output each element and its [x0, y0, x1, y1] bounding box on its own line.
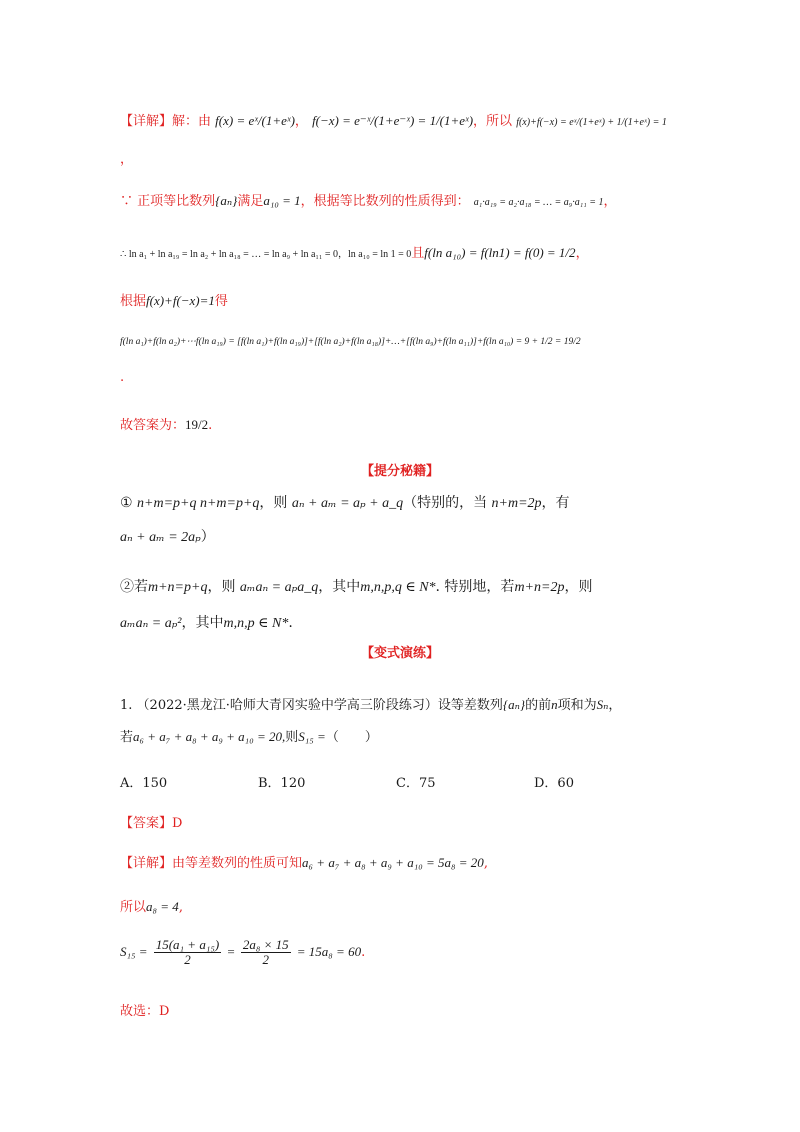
- line2-mid: 满足: [237, 194, 264, 209]
- tip2-end: .: [288, 615, 293, 631]
- tip1-result: aₙ + aₘ = aₚ + a_q: [291, 496, 404, 511]
- line4-equation: f(x)+f(−x)=1: [146, 293, 215, 308]
- sequence-symbol: {aₙ}: [215, 193, 238, 208]
- s15-frac2-num: 2a₈ × 15: [242, 937, 289, 952]
- s15-frac2-den: 2: [262, 952, 269, 967]
- question-source: （2022·黑龙江·哈师大青冈实验中学高三阶段练习）设等差数列: [136, 698, 503, 713]
- question-line-1: [120, 694, 621, 713]
- s15-frac-2: [241, 938, 291, 967]
- q2-pre: 若: [120, 730, 134, 745]
- line3-end: ，: [575, 246, 589, 261]
- question-number: 1.: [120, 698, 133, 713]
- product-equation: a₁·a₁₉ = a₂·a₁₈ = … = a₉·a₁₁ = 1: [473, 197, 604, 208]
- option-a[interactable]: A．150: [120, 776, 168, 791]
- log-sum: ∴ ln a₁ + ln a₁₉ = ln a₂ + ln a₁₈ = … = ln a₉ + ln a₁₁ = 0: [120, 249, 339, 260]
- line2-end: ，: [603, 194, 617, 209]
- question-end: ，: [608, 698, 622, 713]
- separator: ，: [294, 114, 308, 129]
- detail-line: [120, 852, 488, 871]
- question-n: n: [551, 697, 558, 712]
- detail-tag: 【详解】: [120, 114, 173, 129]
- answer-end: .: [208, 418, 213, 433]
- option-d[interactable]: D．60: [534, 776, 574, 791]
- tip2-special-result: aₘaₙ = aₚ²: [120, 616, 182, 631]
- practice-heading: 【变式演练】: [360, 646, 439, 661]
- solution-line-1: [120, 110, 667, 129]
- line2-text: ，根据等比数列的性质得到：: [300, 194, 470, 209]
- detail-text: 由等差数列的性质可知: [172, 856, 303, 871]
- tip2-domain2: m,n,p ∈ N*: [223, 616, 289, 631]
- answer-line: [120, 414, 212, 433]
- tip2-where2: ，其中: [181, 615, 224, 631]
- line4-post: 得: [214, 294, 228, 309]
- s15-lhs: S₁₅ =: [120, 944, 148, 959]
- line3-and: 且: [411, 246, 425, 261]
- answer-value: 19/2: [185, 417, 209, 432]
- tip1-have: ，有: [541, 495, 570, 511]
- s15-frac-1: [154, 938, 222, 967]
- so-pre: 所以: [120, 900, 147, 915]
- tip1-marker: ①: [120, 495, 133, 511]
- tip2-special: . 特别地，若: [435, 579, 515, 595]
- tip1-special: （特别的，当: [403, 495, 488, 511]
- comma-line: ，: [120, 152, 134, 167]
- q2-S: S₁₅ =: [298, 729, 326, 744]
- tip2-then2: ，则: [564, 579, 593, 595]
- tip2-special-cond: m+n=2p: [514, 580, 565, 595]
- s15-frac1-den: 2: [184, 952, 191, 967]
- line4-pre: 根据: [120, 294, 147, 309]
- tip2-then: ，则: [207, 579, 236, 595]
- q2-blank: （ ）: [325, 730, 378, 745]
- s15-frac1-num: 15(a₁ + a₁₅): [155, 937, 220, 952]
- option-c[interactable]: C．75: [396, 776, 436, 791]
- tip-item-2-cont: [120, 612, 293, 632]
- long-sum-equation: f(ln a₁)+f(ln a₂)+⋯f(ln a₁₉) = [f(ln a₁)+f(ln a₁₉)]+[f(ln a₂)+f(ln a₁₈)]+…+[f(ln a₉)+f(ln a₁₁)]+f(ln a₁₀) = 9 + 1/2 = 19/2: [120, 337, 581, 347]
- tip1-special-cond: n+m=2p: [491, 496, 542, 511]
- tip2-where: ，其中: [318, 579, 361, 595]
- question-seq: {aₙ}: [502, 697, 526, 712]
- s15-end: .: [361, 945, 366, 960]
- s15-line: S₁₅ = $\frac{\text{15(a₁ + a₁₅)}}{2}$ = $\frac{\text{2a₈ × 15}}{2}$ = 15a₈ = 60.: [120, 937, 366, 967]
- line2-prefix: ∵ 正项等比数列: [120, 194, 216, 209]
- line5-end: .: [120, 370, 125, 385]
- question-mid2: 项和为: [557, 698, 597, 713]
- so-text: ，所以: [473, 114, 513, 129]
- s15-result: = 15a₈ = 60: [296, 944, 362, 959]
- so-end: ,: [178, 900, 183, 915]
- tip-item-2: [120, 576, 592, 596]
- detail-tag-2: 【详解】: [120, 856, 173, 871]
- sum-equation: f(x)+f(−x) = eˣ/(1+eˣ) + 1/(1+eˣ) = 1: [516, 117, 667, 128]
- final-answer: 故选：D: [120, 1004, 170, 1019]
- detail-end: ,: [483, 856, 488, 871]
- log-a10: ，ln a₁₀ = ln 1 = 0: [338, 249, 412, 260]
- tip2-cond: m+n=p+q: [148, 580, 208, 595]
- answer-tag: 【答案】D: [120, 816, 183, 831]
- tip2-result: aₘaₙ = aₚa_q: [239, 580, 319, 595]
- f-negative: f(−x) = e⁻ˣ/(1+e⁻ˣ) = 1/(1+eˣ): [312, 113, 474, 128]
- question-S: Sₙ: [596, 697, 609, 712]
- answer-prefix: 故答案为：: [120, 418, 186, 433]
- detail-equation: a₆ + a₇ + a₈ + a₉ + a₁₀ = 5a₈ = 20: [302, 855, 484, 870]
- f-ln-a10: f(ln a₁₀) = f(ln1) = f(0) = 1/2: [424, 245, 576, 260]
- f-definition: f(x) = eˣ/(1+eˣ): [215, 113, 295, 128]
- solution-line-4: [120, 290, 228, 309]
- tip1-close: ）: [200, 529, 215, 545]
- tip1-then: ，则: [259, 495, 288, 511]
- question-line-2: [120, 726, 378, 745]
- condition: a₁₀ = 1: [263, 193, 301, 208]
- tip1-special-result: aₙ + aₘ = 2aₚ: [120, 530, 201, 545]
- tip-item-1-cont: [120, 526, 215, 546]
- so-line: [120, 896, 183, 915]
- tip2-marker: ②若: [120, 579, 148, 595]
- solution-line-3: [120, 242, 589, 261]
- so-equation: a₈ = 4: [146, 899, 179, 914]
- tip-item-1: [120, 492, 570, 512]
- tip1-cond: n+m=p+q n+m=p+q: [137, 496, 260, 511]
- options-row: [120, 772, 574, 791]
- option-b[interactable]: B．120: [258, 776, 306, 791]
- q2-then: 则: [285, 730, 299, 745]
- q2-equation: a₆ + a₇ + a₈ + a₉ + a₁₀ = 20,: [133, 729, 286, 744]
- solution-line-5: [120, 336, 581, 347]
- tips-heading: 【提分秘籍】: [360, 464, 439, 479]
- question-mid: 的前: [525, 698, 552, 713]
- tip2-domain: m,n,p,q ∈ N*: [360, 580, 436, 595]
- intro-text: 解：由: [172, 114, 212, 129]
- solution-line-2: [120, 190, 617, 209]
